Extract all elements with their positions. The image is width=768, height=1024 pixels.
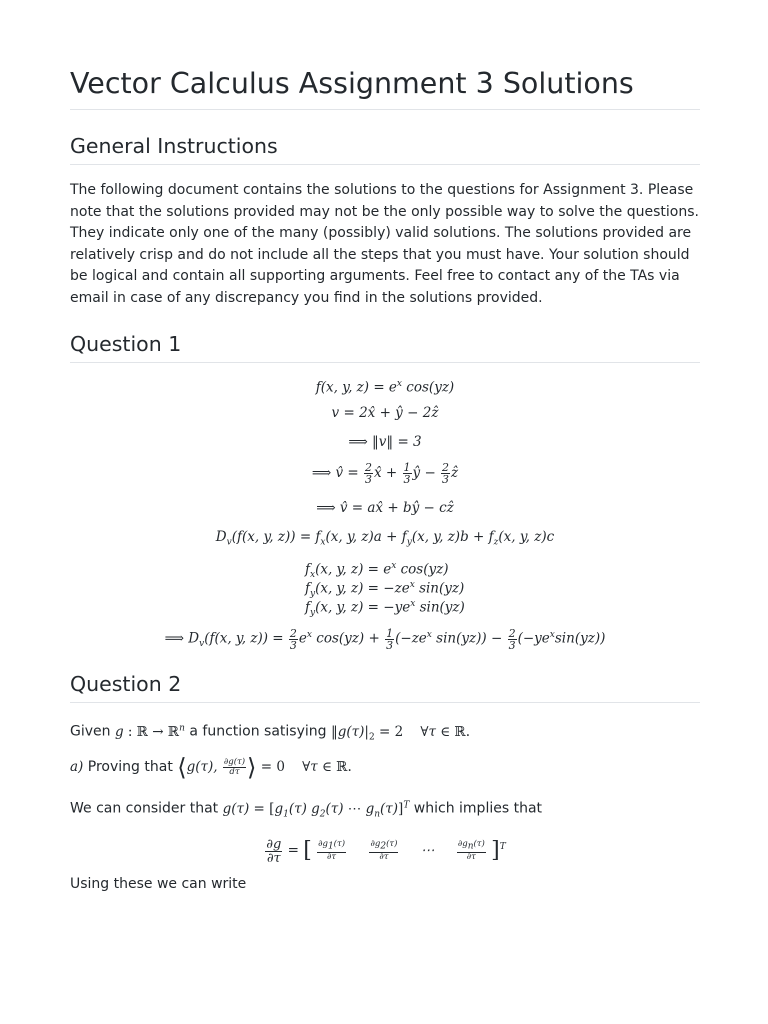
q2-consider-suffix: which implies that xyxy=(413,800,543,817)
section-heading-question-1: Question 1 xyxy=(70,329,700,363)
equation-g-derivative: $\frac{\partial g}{\partial\tau}$ = [ $\frac{\partial g_1(\tau)}{\partial\tau}$ $\frac{\partial g_2(\tau)}{\partial\tau}$ ⋯ $\frac{\partial g_n(\tau)}{\partial\tau}$ ]$^T$ xyxy=(266,836,506,866)
q2-function-signature: g : ℝ → ℝ$^n$ xyxy=(114,723,185,740)
equation-v-hat: ⟹ v̂ = $\frac{2}{3}$ x̂ + $\frac{1}{3}$ ŷ − $\frac{2}{3}$ ẑ xyxy=(311,461,459,486)
q2-given-prefix: Given xyxy=(70,723,111,740)
equation-v-norm: ⟹ ‖v‖ = 3 xyxy=(348,434,422,450)
q2-given-line xyxy=(70,718,702,749)
q2-part-a-line xyxy=(70,753,702,782)
q2-using-text: Using these we can write xyxy=(70,876,247,892)
instructions-paragraph: The following document contains the solutions to the questions for Assignment 3. Please note that the solutions provided may not be the only possible way to solve the questions. They indicate only one of the many (possibly) valid solutions. The solutions provided are relatively crisp and do not include all the steps that you must have. Your solution should be logical and contain all supporting arguments. Feel free to contact any of the TAs via email in case of any discrepancy you find in the solutions provided. xyxy=(70,182,699,306)
q2-part-a-label: a) xyxy=(70,759,84,775)
section-heading-question-2: Question 2 xyxy=(70,669,700,703)
q2-consider-prefix: We can consider that xyxy=(70,800,219,817)
equation-partial-fy: $f_y(x$, y, $z) = -ze^x$ sin(yz) xyxy=(305,580,465,600)
equation-final-result: ⟹ $D_v(f(x$, y, z)) = $\frac{2}{3}$ $e^x$ cos(yz) + $\frac{1}{3}$ ($-ze^x$ sin(yz)) − $\frac{2}{3}$ $(-ye^x\sin(yz))$ xyxy=(164,626,606,652)
q2-g-vector: $g(\tau) = [g_1(\tau)$ $g_2(\tau)$ ⋯ $g_n(\tau)]^T$ xyxy=(222,800,410,820)
q2-given-middle: a function satisying xyxy=(189,723,327,740)
equation-f-definition: f(x, y, $z) = e^x$ cos(yz) xyxy=(315,379,455,396)
q2-inner-product-claim: ⟨g(τ), $\frac{\partial g(\tau)}{d\tau}$ ⟩ = 0 ∀τ ∈ ℝ. xyxy=(177,753,352,782)
equation-directional-derivative: $D_v(f(x$, y, $z)) = f_x(x$, y, $z)a + f_y(x$, y, $z)b + f_z(x$, y, z)c xyxy=(215,529,555,548)
equation-partial-fz: $f_y(x$, y, $z) = -ye^x$ sin(yz) xyxy=(305,599,465,619)
section-heading-general: General Instructions xyxy=(70,131,700,165)
q2-consider-line xyxy=(70,795,702,826)
q2-norm-condition: $‖g(\tau)|_2 = 2$ ∀τ ∈ ℝ. xyxy=(330,723,471,743)
equation-v-definition: v = 2x̂ + ŷ − 2ẑ xyxy=(331,405,439,421)
q2-part-a-text: Proving that xyxy=(87,759,173,775)
page-title: Vector Calculus Assignment 3 Solutions xyxy=(70,62,700,110)
equation-partial-fx: $f_x(x$, y, $z) = e^x$ cos(yz) xyxy=(305,561,449,581)
equation-v-hat-general: ⟹ v̂ = ax̂ + bŷ − cẑ xyxy=(316,500,454,516)
